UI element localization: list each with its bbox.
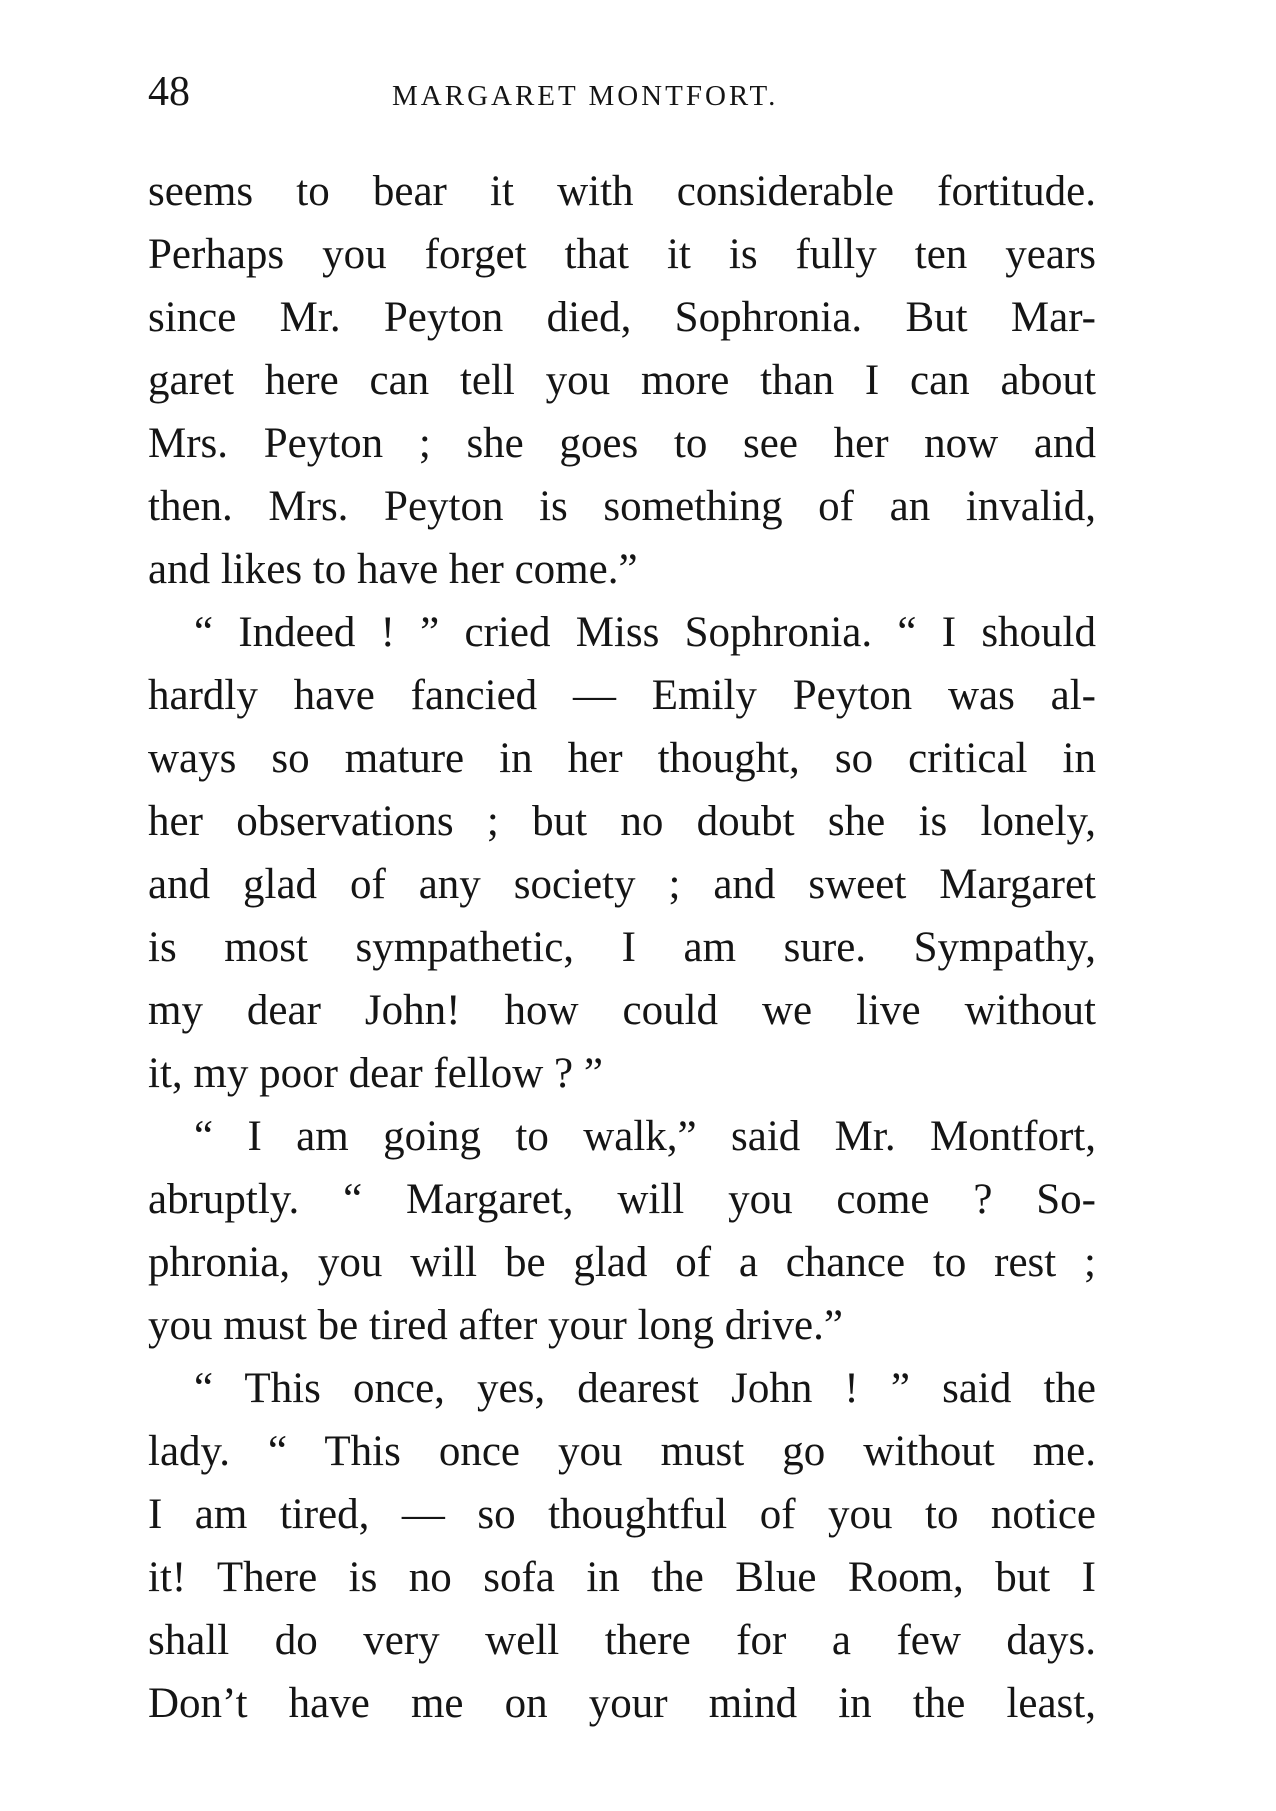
text-line: and likes to have her come.”: [148, 546, 638, 593]
text-line: then. Mrs. Peyton is something of an invalid,: [148, 483, 1096, 530]
text-line: seems to bear it with considerable fortitude.: [148, 168, 1096, 215]
text-line: Perhaps you forget that it is fully ten years: [148, 231, 1096, 278]
page-header: [148, 62, 1094, 122]
text-line: shall do very well there for a few days.: [148, 1617, 1096, 1664]
text-line: lady. “ This once you must go without me.: [148, 1428, 1096, 1475]
text-line: Don’t have me on your mind in the least,: [148, 1680, 1096, 1727]
text-line: I am tired, — so thoughtful of you to notice: [148, 1491, 1096, 1538]
text-line: my dear John! how could we live without: [148, 987, 1096, 1034]
page-number: 48: [148, 69, 190, 115]
text-line: ways so mature in her thought, so critical in: [148, 735, 1096, 782]
text-line: Mrs. Peyton ; she goes to see her now and: [148, 420, 1096, 467]
text-line: phronia, you will be glad of a chance to rest ;: [148, 1239, 1096, 1286]
text-line: “ This once, yes, dearest John ! ” said the: [194, 1365, 1096, 1412]
text-line: abruptly. “ Margaret, will you come ? So-: [148, 1176, 1096, 1223]
running-head: MARGARET MONTFORT.: [392, 80, 779, 112]
text-line: since Mr. Peyton died, Sophronia. But Mar-: [148, 294, 1096, 341]
text-line: you must be tired after your long drive.”: [148, 1302, 843, 1349]
text-line: and glad of any society ; and sweet Margaret: [148, 861, 1096, 908]
text-line: is most sympathetic, I am sure. Sympathy,: [148, 924, 1096, 971]
text-line: her observations ; but no doubt she is lonely,: [148, 798, 1096, 845]
text-line: it, my poor dear fellow ? ”: [148, 1050, 603, 1097]
text-line: hardly have fancied — Emily Peyton was al-: [148, 672, 1096, 719]
text-line: garet here can tell you more than I can about: [148, 357, 1096, 404]
text-line: “ Indeed ! ” cried Miss Sophronia. “ I should: [194, 609, 1096, 656]
text-line: it! There is no sofa in the Blue Room, but I: [148, 1554, 1096, 1601]
text-line: “ I am going to walk,” said Mr. Montfort,: [194, 1113, 1096, 1160]
body-text: [148, 160, 1096, 1735]
